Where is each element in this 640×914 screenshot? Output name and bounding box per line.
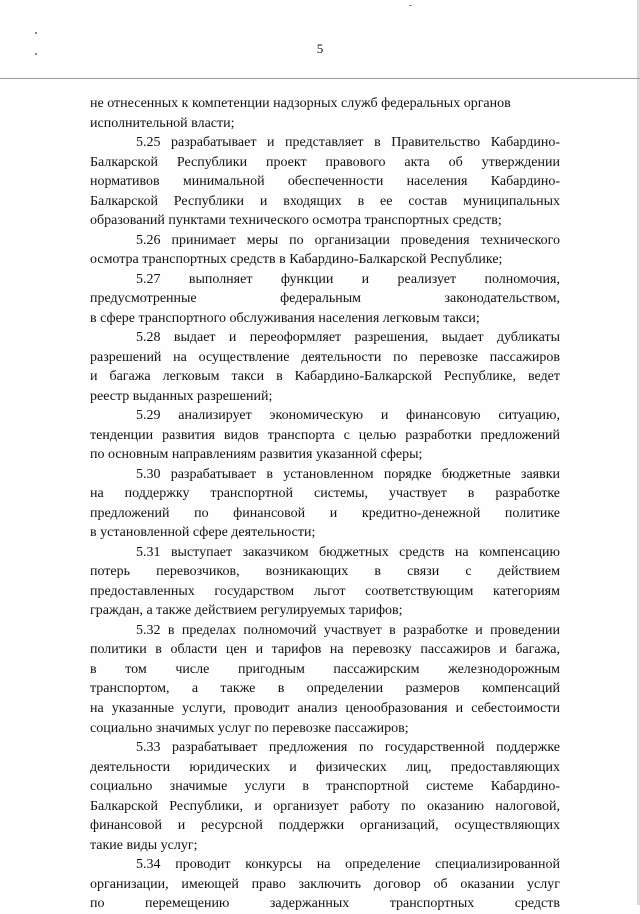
text-line: в сфере транспортного обслуживания населения легковым такси; [90, 310, 480, 326]
text-line: социально значимых услуг по перевозке пассажиров; [90, 720, 409, 736]
text-line: Балкарской Республики, и организует работу по оказанию налоговой, [90, 798, 560, 814]
text-line: 5.29 анализирует экономическую и финансовую ситуацию, [136, 408, 560, 424]
text-line: организации, имеющей право заключить договор об оказании услуг [90, 876, 560, 892]
text-line: социально значимые услуги в транспортной системе Кабардино- [90, 779, 560, 795]
text-line: 5.31 выступает заказчиком бюджетных средств на компенсацию [136, 544, 560, 560]
text-line: такие виды услуг; [90, 837, 198, 853]
text-line: 5.28 выдает и переоформляет разрешения, выдает дубликаты [136, 330, 560, 346]
text-line: 5.25 разрабатывает и представляет в Правительство Кабардино- [136, 135, 560, 151]
text-line: по основным направлениям развития указанной сферы; [90, 447, 423, 463]
text-line: и багажа легковым такси в Кабардино-Балкарской Республике, ведет [90, 369, 560, 385]
text-line: в установленной сфере деятельности; [90, 525, 316, 541]
text-line: 5.32 в пределах полномочий участвует в разработке и проведении [136, 622, 560, 638]
header-rule [0, 78, 640, 79]
text-line: на указанные услуги, проводит анализ ценообразования и себестоимости [90, 700, 560, 716]
text-line: в том числе пригодным пассажирским железнодорожным [90, 661, 560, 677]
text-line: по перемещению задержанных транспортных средств [90, 896, 560, 912]
text-line: нормативов минимальной обеспеченности населения Кабардино- [90, 174, 560, 190]
text-line: исполнительной власти; [90, 115, 235, 131]
text-line: тенденции развития видов транспорта с целью разработки предложений [90, 427, 560, 443]
document-body [90, 94, 560, 914]
text-line: политики в области цен и тарифов на перевозку пассажиров и багажа, [90, 642, 560, 658]
scan-speck [409, 5, 412, 6]
text-line: предоставленных государством льгот соответствующим категориям [90, 583, 560, 599]
scan-speck [35, 32, 37, 34]
text-line: предусмотренные федеральным законодательством, [90, 291, 560, 307]
text-line: граждан, а также действием регулируемых тарифов; [90, 603, 403, 619]
text-line: 5.33 разрабатывает предложения по государственной поддержке [136, 740, 560, 756]
text-line: на поддержку транспортной системы, участвует в разработке [90, 486, 560, 502]
text-line: реестр выданных разрешений; [90, 388, 273, 404]
text-line: Балкарской Республики проект правового акта об утверждении [90, 154, 560, 170]
text-line: Балкарской Республики и входящих в ее состав муниципальных [90, 193, 560, 209]
text-line: 5.26 принимает меры по организации проведения технического [136, 232, 560, 248]
text-line: деятельности юридических и физических лиц, предоставляющих [90, 759, 560, 775]
text-line: транспортом, а также в определении размеров компенсаций [90, 681, 560, 697]
text-line: не отнесенных к компетенции надзорных служб федеральных органов [90, 96, 511, 111]
text-line: предложений по финансовой и кредитно-денежной политике [90, 505, 560, 521]
page-number: 5 [316, 41, 324, 56]
text-line: разрешений на осуществление деятельности по перевозке пассажиров [90, 349, 560, 365]
text-line: осмотра транспортных средств в Кабардино-Балкарской Республике; [90, 252, 503, 268]
text-line: 5.27 выполняет функции и реализует полномочия, [136, 271, 560, 287]
text-line: потерь перевозчиков, возникающих в связи с действием [90, 564, 560, 580]
text-line: финансовой и ресурсной поддержки организаций, осуществляющих [90, 818, 560, 834]
text-line: 5.30 разрабатывает в установленном порядке бюджетные заявки [136, 466, 560, 482]
text-line: образований пунктами технического осмотра транспортных средств; [90, 213, 502, 229]
text-line: 5.34 проводит конкурсы на определение специализированной [136, 857, 560, 873]
